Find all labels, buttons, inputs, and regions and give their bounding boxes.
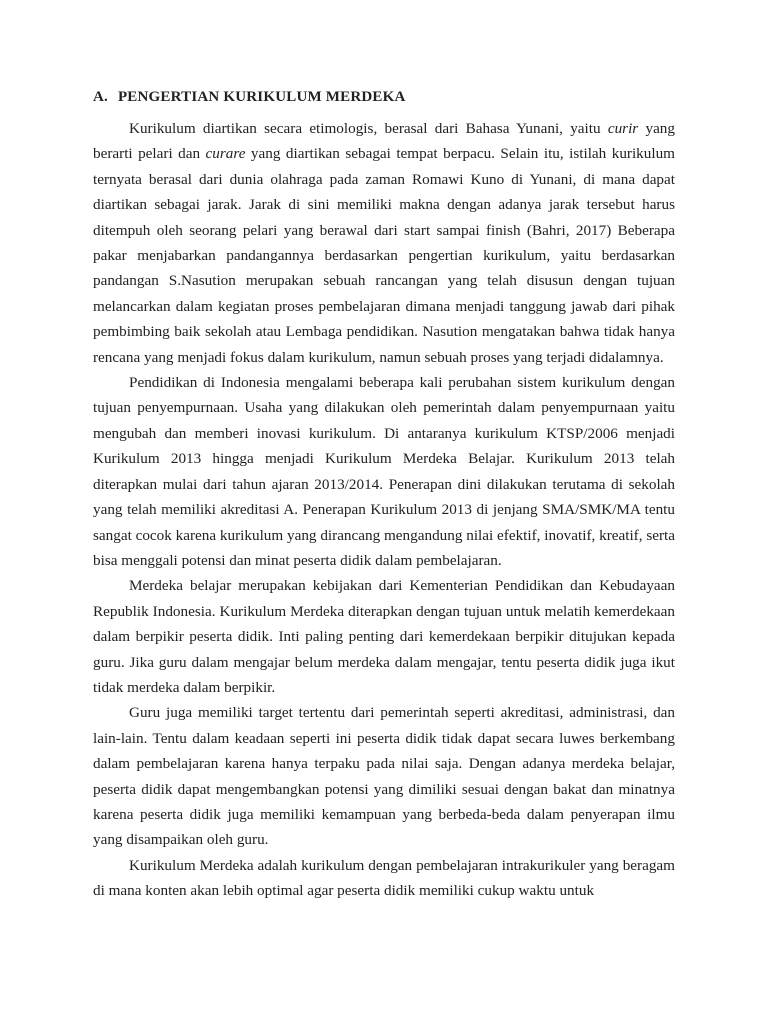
paragraph-text: Kurikulum diartikan secara etimologis, berasal dari Bahasa Yunani, yaitu: [129, 120, 608, 137]
italic-term: curir: [607, 120, 639, 137]
document-body: [93, 86, 675, 904]
paragraph: [93, 116, 675, 370]
section-heading: [93, 86, 675, 108]
paragraph: [93, 700, 675, 852]
paragraph-text: Merdeka belajar merupakan kebijakan dari Kementerian Pendidikan dan Kebudayaan Republik Indonesia. Kurikulum Merdeka diterapkan dengan tujuan untuk melatih kemerdekaan dalam berpikir peserta didik. Inti paling penting dari kemerdekaan berpikir ditujukan kepada guru. Jika guru dalam mengajar belum merdeka dalam mengajar, tentu peserta didik juga ikut tidak merdeka dalam berpikir.: [93, 577, 675, 696]
section-title: PENGERTIAN KURIKULUM MERDEKA: [117, 89, 406, 105]
italic-term: curare: [205, 145, 246, 163]
paragraph: [93, 573, 675, 700]
paragraph-list: [93, 116, 675, 904]
paragraph-text: Guru juga memiliki target tertentu dari pemerintah seperti akreditasi, administrasi, dan lain-lain. Tentu dalam keadaan seperti ini peserta didik tidak dapat secara luwes berkembang dalam pembelajaran karena hanya terpaku pada nilai saja. Dengan adanya merdeka belajar, peserta didik dapat mengembangkan potensi yang dimiliki sesuai dengan bakat dan minatnya karena peserta didik juga memiliki kemampuan yang berbeda-beda dalam penyerapan ilmu yang disampaikan oleh guru.: [93, 704, 675, 849]
paragraph: [93, 853, 675, 904]
paragraph: [93, 370, 675, 573]
paragraph-text: Kurikulum Merdeka adalah kurikulum dengan pembelajaran intrakurikuler yang beragam di mana konten akan lebih optimal agar peserta didik memiliki cukup waktu untuk: [93, 856, 675, 900]
section-number: A.: [93, 89, 108, 105]
paragraph-text: yang diartikan sebagai tempat berpacu. Selain itu, istilah kurikulum ternyata berasal dari dunia olahraga pada zaman Romawi Kuno di Yunani, di mana dapat diartikan sebagai jarak. Jarak di sini memiliki makna dengan adanya jarak tersebut harus ditempuh oleh seorang pelari yang berawal dari start sampai finish (Bahri, 2017) Beberapa pakar menjabarkan pandangannya berdasarkan pengertian kurikulum, yaitu berdasarkan pandangan S.Nasution merupakan sebuah rancangan yang telah disusun dengan tujuan melancarkan dalam kegiatan proses pembelajaran dimana menjadi tanggung jawab dari pihak pembimbing baik sekolah atau Lembaga pendidikan. Nasution mengatakan bahwa tidak hanya rencana yang menjadi fokus dalam kurikulum, namun sebuah proses yang terjadi didalamnya.: [93, 145, 675, 366]
paragraph-text: Pendidikan di Indonesia mengalami beberapa kali perubahan sistem kurikulum dengan tujuan penyempurnaan. Usaha yang dilakukan oleh pemerintah dalam penyempurnaan yaitu mengubah dan memberi inovasi kurikulum. Di antaranya kurikulum KTSP/2006 menjadi Kurikulum 2013 hingga menjadi Kurikulum Merdeka Belajar. Kurikulum 2013 telah diterapkan mulai dari tahun ajaran 2013/2014. Penerapan dini dilakukan terutama di sekolah yang telah memiliki akreditasi A. Penerapan Kurikulum 2013 di jenjang SMA/SMK/MA tentu sangat cocok karena kurikulum yang dirancang mengandung nilai efektif, inovatif, kreatif, serta bisa menggali potensi dan minat peserta didik dalam pembelajaran.: [93, 374, 675, 569]
paragraph-text: yang berarti pelari dan: [93, 120, 675, 163]
